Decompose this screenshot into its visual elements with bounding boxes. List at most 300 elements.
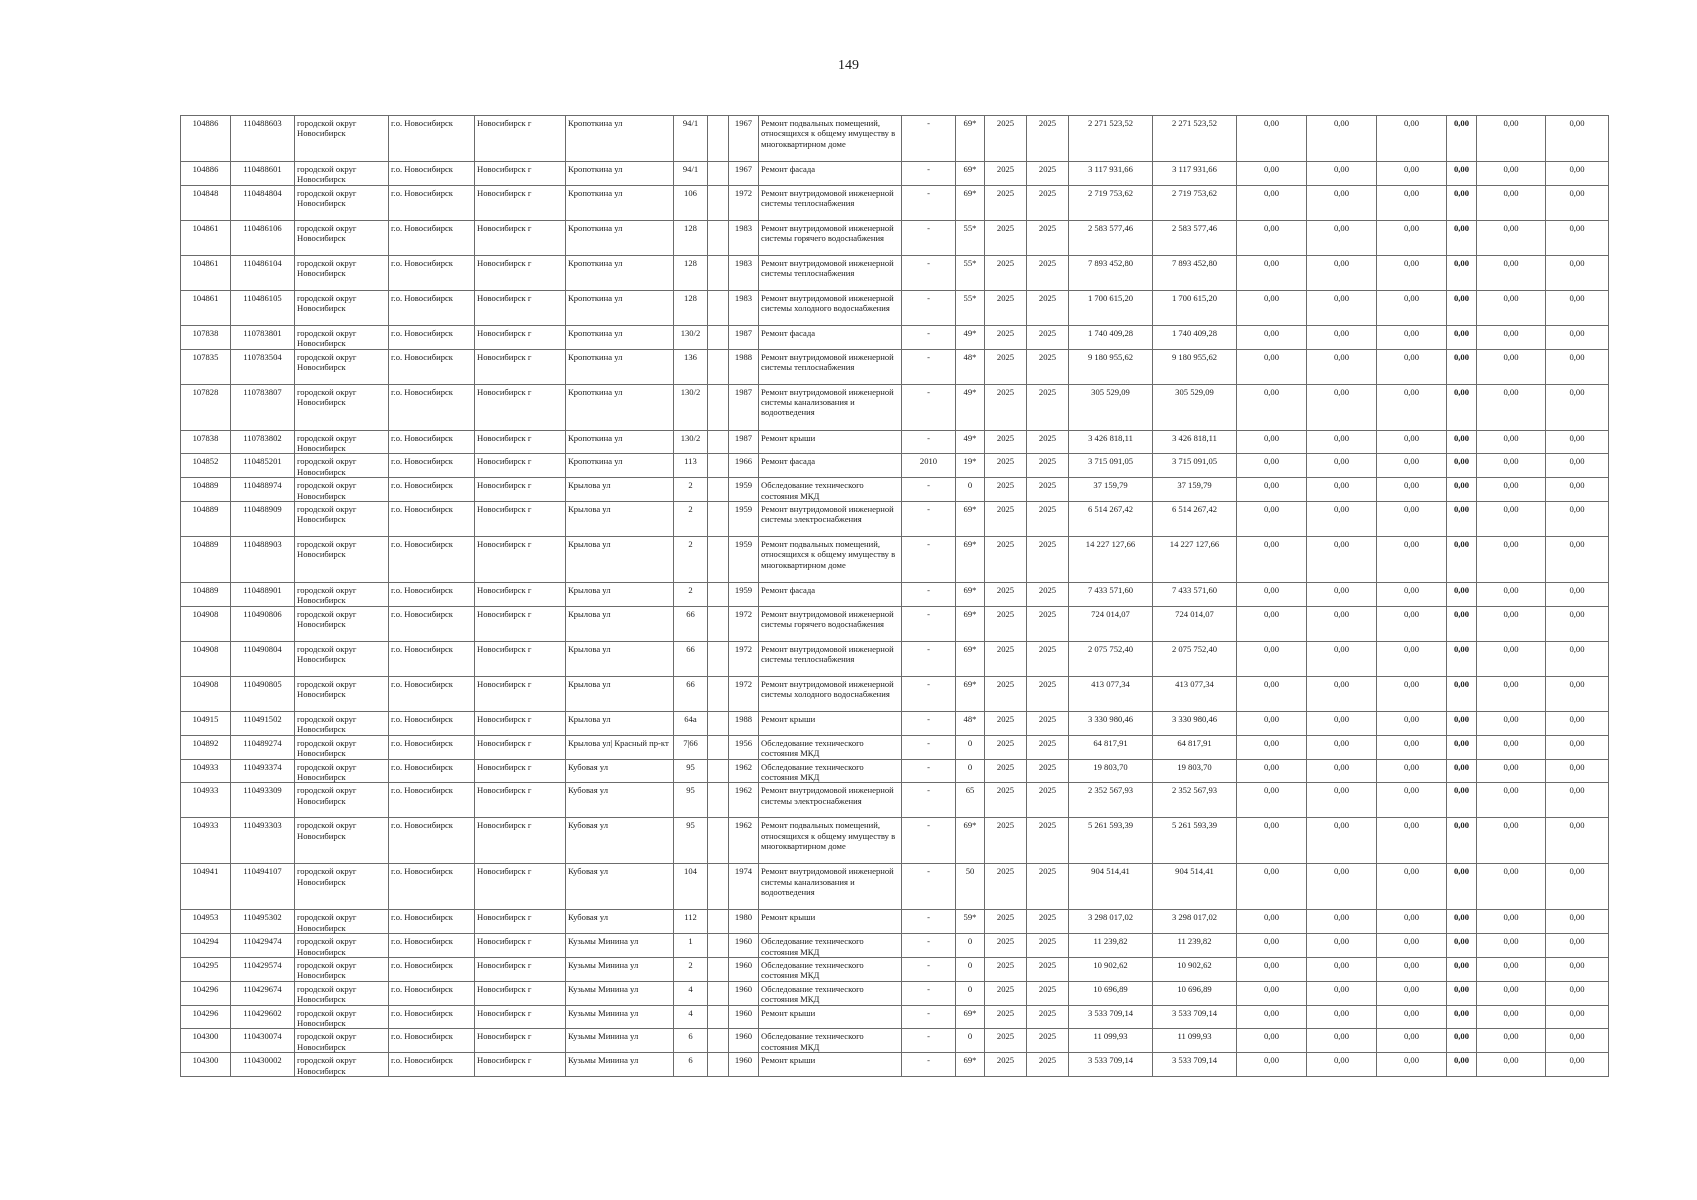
cell-work-type: Ремонт внутридомовой инженерной системы теплоснабжения: [759, 349, 902, 384]
cell-house-number: 128: [674, 290, 708, 325]
cell-building: [708, 349, 729, 384]
cell-house-number: 128: [674, 220, 708, 255]
cell-municipality: городской округ Новосибирск: [295, 537, 389, 583]
cell-cost-local: 0,00: [1377, 537, 1447, 583]
cell-cost-fund: 3 533 709,14: [1153, 1005, 1237, 1029]
cell-building: [708, 1029, 729, 1053]
cell-house-number: 6: [674, 1029, 708, 1053]
cell-plan-year-end: 2025: [1027, 818, 1069, 864]
table-row: [181, 290, 1609, 325]
cell-municipality: городской округ Новосибирск: [295, 1005, 389, 1029]
cell-cost-total: 1 700 615,20: [1069, 290, 1153, 325]
cell-cost-other: 0,00: [1477, 185, 1546, 220]
cell-municipality: городской округ Новосибирск: [295, 676, 389, 711]
cell-cost-extra: 0,00: [1546, 583, 1609, 607]
cell-cost-fund: 2 271 523,52: [1153, 116, 1237, 162]
cell-work-type: Ремонт внутридомовой инженерной системы горячего водоснабжения: [759, 220, 902, 255]
cell-work-id: 110488601: [231, 162, 295, 186]
cell-cost-total: 724 014,07: [1069, 606, 1153, 641]
cell-year-built: 1980: [729, 910, 759, 934]
cell-wear-percent: 0: [956, 981, 985, 1005]
table-row: [181, 430, 1609, 454]
cell-municipality-short: г.о. Новосибирск: [389, 537, 475, 583]
cell-cost-regional: 0,00: [1307, 735, 1377, 759]
cell-street: Кузьмы Минина ул: [566, 1029, 674, 1053]
cell-house-number: 130/2: [674, 384, 708, 430]
cell-building: [708, 454, 729, 478]
cell-street: Кропоткина ул: [566, 325, 674, 349]
cell-plan-year-start: 2025: [985, 864, 1027, 910]
cell-last-repair-year: -: [902, 537, 956, 583]
cell-cost-fund: 305 529,09: [1153, 384, 1237, 430]
cell-cost-total: 3 298 017,02: [1069, 910, 1153, 934]
cell-plan-year-start: 2025: [985, 255, 1027, 290]
cell-year-built: 1967: [729, 116, 759, 162]
cell-last-repair-year: -: [902, 641, 956, 676]
cell-work-id: 110491502: [231, 711, 295, 735]
cell-cost-federal: 0,00: [1237, 220, 1307, 255]
cell-cost-owners: 0,00: [1447, 290, 1477, 325]
cell-year-built: 1960: [729, 981, 759, 1005]
cell-cost-other: 0,00: [1477, 502, 1546, 537]
cell-plan-year-start: 2025: [985, 606, 1027, 641]
cell-municipality-short: г.о. Новосибирск: [389, 957, 475, 981]
cell-year-built: 1988: [729, 349, 759, 384]
table-row: [181, 934, 1609, 958]
cell-cost-other: 0,00: [1477, 255, 1546, 290]
cell-house-number: 66: [674, 606, 708, 641]
cell-cost-regional: 0,00: [1307, 759, 1377, 783]
cell-cost-extra: 0,00: [1546, 116, 1609, 162]
cell-plan-year-end: 2025: [1027, 537, 1069, 583]
cell-municipality-short: г.о. Новосибирск: [389, 783, 475, 818]
cell-wear-percent: 48*: [956, 349, 985, 384]
cell-cost-fund: 2 583 577,46: [1153, 220, 1237, 255]
cell-street: Крылова ул: [566, 676, 674, 711]
cell-cost-federal: 0,00: [1237, 1029, 1307, 1053]
cell-house-id: 104886: [181, 162, 231, 186]
cell-work-id: 110495302: [231, 910, 295, 934]
cell-cost-total: 10 696,89: [1069, 981, 1153, 1005]
cell-cost-local: 0,00: [1377, 255, 1447, 290]
cell-cost-extra: 0,00: [1546, 1005, 1609, 1029]
cell-cost-local: 0,00: [1377, 711, 1447, 735]
cell-plan-year-start: 2025: [985, 537, 1027, 583]
cell-municipality-short: г.о. Новосибирск: [389, 1005, 475, 1029]
cell-cost-fund: 9 180 955,62: [1153, 349, 1237, 384]
cell-cost-regional: 0,00: [1307, 910, 1377, 934]
cell-cost-federal: 0,00: [1237, 384, 1307, 430]
cell-settlement: Новосибирск г: [475, 255, 566, 290]
cell-building: [708, 185, 729, 220]
cell-plan-year-end: 2025: [1027, 676, 1069, 711]
cell-municipality: городской округ Новосибирск: [295, 290, 389, 325]
cell-year-built: 1960: [729, 1005, 759, 1029]
cell-work-type: Обследование технического состояния МКД: [759, 478, 902, 502]
cell-wear-percent: 0: [956, 1029, 985, 1053]
cell-cost-local: 0,00: [1377, 290, 1447, 325]
cell-municipality: городской округ Новосибирск: [295, 934, 389, 958]
cell-plan-year-start: 2025: [985, 502, 1027, 537]
cell-cost-owners: 0,00: [1447, 783, 1477, 818]
cell-last-repair-year: 2010: [902, 454, 956, 478]
cell-municipality-short: г.о. Новосибирск: [389, 676, 475, 711]
cell-last-repair-year: -: [902, 349, 956, 384]
cell-settlement: Новосибирск г: [475, 384, 566, 430]
cell-house-number: 6: [674, 1053, 708, 1077]
cell-work-id: 110484804: [231, 185, 295, 220]
cell-municipality-short: г.о. Новосибирск: [389, 185, 475, 220]
cell-cost-total: 64 817,91: [1069, 735, 1153, 759]
cell-cost-total: 5 261 593,39: [1069, 818, 1153, 864]
cell-municipality: городской округ Новосибирск: [295, 711, 389, 735]
cell-cost-other: 0,00: [1477, 162, 1546, 186]
cell-plan-year-start: 2025: [985, 430, 1027, 454]
cell-cost-total: 413 077,34: [1069, 676, 1153, 711]
cell-cost-regional: 0,00: [1307, 537, 1377, 583]
cell-cost-other: 0,00: [1477, 290, 1546, 325]
cell-municipality-short: г.о. Новосибирск: [389, 934, 475, 958]
cell-work-id: 110488909: [231, 502, 295, 537]
cell-settlement: Новосибирск г: [475, 478, 566, 502]
cell-work-type: Ремонт крыши: [759, 1053, 902, 1077]
cell-cost-local: 0,00: [1377, 185, 1447, 220]
cell-work-id: 110486105: [231, 290, 295, 325]
cell-cost-other: 0,00: [1477, 537, 1546, 583]
cell-house-number: 66: [674, 641, 708, 676]
cell-cost-owners: 0,00: [1447, 957, 1477, 981]
cell-cost-owners: 0,00: [1447, 502, 1477, 537]
cell-building: [708, 957, 729, 981]
cell-wear-percent: 55*: [956, 255, 985, 290]
cell-house-number: 113: [674, 454, 708, 478]
cell-cost-total: 3 715 091,05: [1069, 454, 1153, 478]
cell-cost-federal: 0,00: [1237, 864, 1307, 910]
cell-cost-federal: 0,00: [1237, 981, 1307, 1005]
cell-street: Кубовая ул: [566, 864, 674, 910]
cell-work-type: Ремонт внутридомовой инженерной системы теплоснабжения: [759, 185, 902, 220]
cell-cost-regional: 0,00: [1307, 162, 1377, 186]
cell-wear-percent: 50: [956, 864, 985, 910]
cell-house-number: 94/1: [674, 162, 708, 186]
cell-cost-fund: 6 514 267,42: [1153, 502, 1237, 537]
table-row: [181, 502, 1609, 537]
cell-house-number: 94/1: [674, 116, 708, 162]
cell-plan-year-start: 2025: [985, 934, 1027, 958]
cell-last-repair-year: -: [902, 676, 956, 711]
cell-house-number: 95: [674, 818, 708, 864]
cell-year-built: 1962: [729, 818, 759, 864]
cell-municipality: городской округ Новосибирск: [295, 759, 389, 783]
cell-street: Кузьмы Минина ул: [566, 1005, 674, 1029]
cell-settlement: Новосибирск г: [475, 606, 566, 641]
cell-house-id: 104915: [181, 711, 231, 735]
cell-work-type: Ремонт фасада: [759, 454, 902, 478]
cell-work-id: 110485201: [231, 454, 295, 478]
repair-program-table: [180, 115, 1609, 1077]
cell-cost-local: 0,00: [1377, 606, 1447, 641]
cell-year-built: 1966: [729, 454, 759, 478]
cell-cost-other: 0,00: [1477, 384, 1546, 430]
cell-cost-regional: 0,00: [1307, 818, 1377, 864]
cell-year-built: 1987: [729, 384, 759, 430]
cell-plan-year-end: 2025: [1027, 759, 1069, 783]
cell-house-id: 104852: [181, 454, 231, 478]
cell-settlement: Новосибирск г: [475, 783, 566, 818]
cell-cost-local: 0,00: [1377, 864, 1447, 910]
cell-last-repair-year: -: [902, 162, 956, 186]
cell-cost-total: 14 227 127,66: [1069, 537, 1153, 583]
cell-cost-owners: 0,00: [1447, 185, 1477, 220]
cell-cost-local: 0,00: [1377, 641, 1447, 676]
cell-plan-year-end: 2025: [1027, 478, 1069, 502]
cell-work-id: 110493309: [231, 783, 295, 818]
cell-house-number: 104: [674, 864, 708, 910]
cell-work-type: Обследование технического состояния МКД: [759, 957, 902, 981]
cell-cost-other: 0,00: [1477, 934, 1546, 958]
cell-house-id: 104296: [181, 1005, 231, 1029]
cell-municipality: городской округ Новосибирск: [295, 430, 389, 454]
cell-cost-federal: 0,00: [1237, 759, 1307, 783]
cell-wear-percent: 48*: [956, 711, 985, 735]
cell-building: [708, 641, 729, 676]
cell-cost-regional: 0,00: [1307, 583, 1377, 607]
cell-cost-total: 904 514,41: [1069, 864, 1153, 910]
cell-settlement: Новосибирск г: [475, 502, 566, 537]
table-row: [181, 1029, 1609, 1053]
cell-wear-percent: 0: [956, 735, 985, 759]
cell-last-repair-year: -: [902, 1029, 956, 1053]
cell-settlement: Новосибирск г: [475, 583, 566, 607]
cell-cost-total: 1 740 409,28: [1069, 325, 1153, 349]
cell-work-id: 110488901: [231, 583, 295, 607]
table-row: [181, 641, 1609, 676]
cell-year-built: 1959: [729, 583, 759, 607]
cell-cost-total: 305 529,09: [1069, 384, 1153, 430]
cell-plan-year-end: 2025: [1027, 162, 1069, 186]
table-row: [181, 957, 1609, 981]
cell-work-type: Ремонт внутридомовой инженерной системы электроснабжения: [759, 783, 902, 818]
cell-cost-federal: 0,00: [1237, 818, 1307, 864]
cell-street: Кузьмы Минина ул: [566, 981, 674, 1005]
cell-plan-year-start: 2025: [985, 735, 1027, 759]
cell-work-id: 110493374: [231, 759, 295, 783]
cell-cost-other: 0,00: [1477, 116, 1546, 162]
cell-house-id: 104889: [181, 502, 231, 537]
cell-settlement: Новосибирск г: [475, 910, 566, 934]
cell-cost-fund: 2 352 567,93: [1153, 783, 1237, 818]
cell-work-type: Ремонт внутридомовой инженерной системы канализования и водоотведения: [759, 384, 902, 430]
cell-work-id: 110430002: [231, 1053, 295, 1077]
cell-cost-owners: 0,00: [1447, 384, 1477, 430]
cell-cost-extra: 0,00: [1546, 1029, 1609, 1053]
cell-cost-total: 10 902,62: [1069, 957, 1153, 981]
cell-cost-other: 0,00: [1477, 1005, 1546, 1029]
cell-building: [708, 384, 729, 430]
cell-cost-local: 0,00: [1377, 1029, 1447, 1053]
cell-house-number: 130/2: [674, 430, 708, 454]
cell-plan-year-end: 2025: [1027, 910, 1069, 934]
cell-cost-local: 0,00: [1377, 430, 1447, 454]
cell-last-repair-year: -: [902, 384, 956, 430]
cell-municipality-short: г.о. Новосибирск: [389, 454, 475, 478]
cell-plan-year-end: 2025: [1027, 290, 1069, 325]
cell-cost-other: 0,00: [1477, 957, 1546, 981]
cell-cost-local: 0,00: [1377, 220, 1447, 255]
cell-wear-percent: 69*: [956, 185, 985, 220]
cell-cost-other: 0,00: [1477, 910, 1546, 934]
page-number: 149: [838, 58, 859, 73]
cell-house-id: 104848: [181, 185, 231, 220]
cell-cost-regional: 0,00: [1307, 502, 1377, 537]
cell-building: [708, 220, 729, 255]
cell-settlement: Новосибирск г: [475, 1005, 566, 1029]
cell-house-id: 107835: [181, 349, 231, 384]
cell-cost-extra: 0,00: [1546, 537, 1609, 583]
cell-cost-owners: 0,00: [1447, 220, 1477, 255]
cell-last-repair-year: -: [902, 981, 956, 1005]
cell-cost-regional: 0,00: [1307, 454, 1377, 478]
cell-cost-regional: 0,00: [1307, 430, 1377, 454]
cell-wear-percent: 0: [956, 759, 985, 783]
cell-last-repair-year: -: [902, 1053, 956, 1077]
cell-work-id: 110783801: [231, 325, 295, 349]
cell-plan-year-start: 2025: [985, 290, 1027, 325]
cell-cost-federal: 0,00: [1237, 454, 1307, 478]
cell-cost-local: 0,00: [1377, 981, 1447, 1005]
cell-house-id: 104296: [181, 981, 231, 1005]
cell-cost-extra: 0,00: [1546, 325, 1609, 349]
cell-cost-extra: 0,00: [1546, 735, 1609, 759]
cell-cost-extra: 0,00: [1546, 1053, 1609, 1077]
cell-cost-owners: 0,00: [1447, 641, 1477, 676]
cell-cost-local: 0,00: [1377, 384, 1447, 430]
cell-plan-year-end: 2025: [1027, 641, 1069, 676]
cell-cost-other: 0,00: [1477, 349, 1546, 384]
cell-cost-fund: 37 159,79: [1153, 478, 1237, 502]
cell-settlement: Новосибирск г: [475, 290, 566, 325]
cell-plan-year-start: 2025: [985, 116, 1027, 162]
cell-cost-local: 0,00: [1377, 676, 1447, 711]
cell-plan-year-start: 2025: [985, 641, 1027, 676]
cell-year-built: 1987: [729, 325, 759, 349]
cell-street: Кропоткина ул: [566, 220, 674, 255]
cell-wear-percent: 69*: [956, 641, 985, 676]
cell-cost-extra: 0,00: [1546, 981, 1609, 1005]
cell-cost-extra: 0,00: [1546, 502, 1609, 537]
cell-settlement: Новосибирск г: [475, 537, 566, 583]
cell-plan-year-end: 2025: [1027, 220, 1069, 255]
cell-cost-extra: 0,00: [1546, 864, 1609, 910]
cell-cost-owners: 0,00: [1447, 759, 1477, 783]
cell-building: [708, 934, 729, 958]
cell-house-id: 104886: [181, 116, 231, 162]
cell-wear-percent: 69*: [956, 676, 985, 711]
table-row: [181, 349, 1609, 384]
cell-cost-owners: 0,00: [1447, 255, 1477, 290]
cell-cost-federal: 0,00: [1237, 676, 1307, 711]
cell-cost-other: 0,00: [1477, 1029, 1546, 1053]
cell-house-id: 104889: [181, 583, 231, 607]
cell-building: [708, 255, 729, 290]
cell-last-repair-year: -: [902, 606, 956, 641]
cell-municipality: городской округ Новосибирск: [295, 783, 389, 818]
cell-work-id: 110430074: [231, 1029, 295, 1053]
cell-work-type: Ремонт подвальных помещений, относящихся к общему имуществу в многоквартирном доме: [759, 116, 902, 162]
cell-last-repair-year: -: [902, 502, 956, 537]
cell-wear-percent: 19*: [956, 454, 985, 478]
cell-street: Кропоткина ул: [566, 349, 674, 384]
cell-settlement: Новосибирск г: [475, 676, 566, 711]
table-body: [181, 116, 1609, 1077]
cell-municipality: городской округ Новосибирск: [295, 1053, 389, 1077]
cell-cost-extra: 0,00: [1546, 910, 1609, 934]
cell-cost-federal: 0,00: [1237, 502, 1307, 537]
cell-plan-year-end: 2025: [1027, 864, 1069, 910]
cell-municipality: городской округ Новосибирск: [295, 864, 389, 910]
cell-cost-fund: 19 803,70: [1153, 759, 1237, 783]
cell-municipality-short: г.о. Новосибирск: [389, 818, 475, 864]
cell-house-number: 2: [674, 478, 708, 502]
cell-wear-percent: 49*: [956, 325, 985, 349]
table-row: [181, 255, 1609, 290]
cell-cost-extra: 0,00: [1546, 606, 1609, 641]
cell-wear-percent: 0: [956, 478, 985, 502]
cell-house-id: 104861: [181, 255, 231, 290]
cell-year-built: 1959: [729, 478, 759, 502]
cell-cost-fund: 3 426 818,11: [1153, 430, 1237, 454]
cell-house-id: 104908: [181, 676, 231, 711]
cell-cost-extra: 0,00: [1546, 290, 1609, 325]
table-row: [181, 116, 1609, 162]
cell-settlement: Новосибирск г: [475, 934, 566, 958]
cell-cost-other: 0,00: [1477, 641, 1546, 676]
table-row: [181, 478, 1609, 502]
cell-house-id: 104933: [181, 783, 231, 818]
cell-year-built: 1962: [729, 783, 759, 818]
cell-plan-year-start: 2025: [985, 818, 1027, 864]
cell-cost-federal: 0,00: [1237, 735, 1307, 759]
cell-work-id: 110490804: [231, 641, 295, 676]
cell-cost-total: 3 533 709,14: [1069, 1005, 1153, 1029]
cell-plan-year-start: 2025: [985, 478, 1027, 502]
cell-cost-federal: 0,00: [1237, 185, 1307, 220]
cell-cost-federal: 0,00: [1237, 290, 1307, 325]
cell-work-type: Обследование технического состояния МКД: [759, 934, 902, 958]
cell-cost-fund: 2 075 752,40: [1153, 641, 1237, 676]
cell-cost-fund: 904 514,41: [1153, 864, 1237, 910]
cell-wear-percent: 0: [956, 957, 985, 981]
cell-house-number: 2: [674, 537, 708, 583]
cell-work-type: Ремонт крыши: [759, 910, 902, 934]
cell-building: [708, 478, 729, 502]
cell-year-built: 1959: [729, 537, 759, 583]
cell-plan-year-start: 2025: [985, 676, 1027, 711]
cell-cost-extra: 0,00: [1546, 454, 1609, 478]
cell-cost-owners: 0,00: [1447, 735, 1477, 759]
cell-street: Кропоткина ул: [566, 384, 674, 430]
cell-cost-regional: 0,00: [1307, 255, 1377, 290]
cell-last-repair-year: -: [902, 759, 956, 783]
cell-settlement: Новосибирск г: [475, 325, 566, 349]
cell-building: [708, 981, 729, 1005]
table-row: [181, 864, 1609, 910]
cell-work-id: 110490806: [231, 606, 295, 641]
cell-plan-year-start: 2025: [985, 185, 1027, 220]
cell-cost-extra: 0,00: [1546, 255, 1609, 290]
table-row: [181, 759, 1609, 783]
cell-municipality-short: г.о. Новосибирск: [389, 606, 475, 641]
